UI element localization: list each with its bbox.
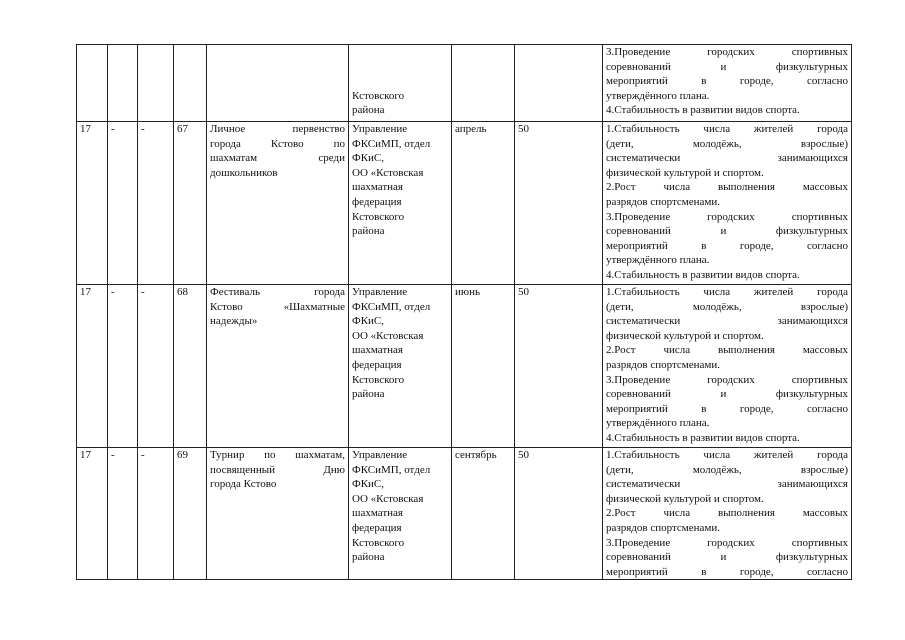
cell-line: ОО «Кстовская: [352, 166, 424, 179]
cell-line: шахматная: [352, 507, 403, 520]
results-cell: [603, 285, 852, 448]
cell-line: Управление: [352, 449, 408, 461]
cell-line: 3.Проведение городских спортивных: [606, 373, 848, 386]
organizer-cell: [349, 285, 452, 448]
table-row: [77, 285, 852, 448]
cell-line: ОО «Кстовская: [352, 492, 424, 505]
cell-line: 3.Проведение городских спортивных: [606, 46, 848, 58]
cell-line: 1.Стабильность числа жителей города: [606, 449, 848, 461]
cell-line: Турнир по шахматам,: [210, 449, 345, 461]
cell-line: 2.Рост числа выполнения массовых: [606, 507, 848, 520]
date-cell: [452, 45, 515, 122]
dash-cell: [138, 45, 174, 122]
cell-line: Кстовского: [352, 210, 405, 223]
cell-line: мероприятий в городе, согласно: [606, 75, 848, 88]
dash-cell: -: [138, 448, 174, 580]
cell-line: мероприятий в городе, согласно: [606, 239, 848, 252]
cell-line: утверждённого плана.: [606, 89, 710, 102]
year-cell: [77, 45, 108, 122]
number-cell: 67: [174, 122, 207, 285]
event-name-cell: [207, 448, 349, 580]
cell-line: 4.Стабильность в развитии видов спорта.: [606, 431, 800, 444]
cell-line: шахматам среди: [210, 152, 345, 165]
participants-cell: [515, 45, 603, 122]
year-cell: 17: [77, 448, 108, 580]
number-cell: 68: [174, 285, 207, 448]
cell-line: соревнований и физкультурных: [606, 388, 848, 401]
cell-line: шахматная: [352, 181, 403, 194]
cell-line: разрядов спортсменами.: [606, 195, 720, 208]
cell-line: района: [352, 104, 385, 117]
cell-line: района: [352, 551, 385, 564]
cell-line: Кстовского: [352, 536, 405, 549]
cell-line: города Кстово: [210, 478, 277, 491]
cell-line: соревнований и физкультурных: [606, 551, 848, 564]
cell-line: Личное первенство: [210, 123, 345, 135]
cell-line: мероприятий в городе, согласно: [606, 402, 848, 415]
cell-line: [352, 60, 448, 75]
dash-cell: [108, 45, 138, 122]
dash-cell: -: [108, 448, 138, 580]
cell-line: Кстовского: [352, 89, 405, 102]
cell-line: соревнований и физкультурных: [606, 60, 848, 73]
cell-line: физической культурой и спортом.: [606, 166, 764, 179]
event-name-cell: [207, 45, 349, 122]
organizer-cell: [349, 45, 452, 122]
cell-line: федерация: [352, 195, 402, 208]
dash-cell: -: [108, 285, 138, 448]
cell-line: района: [352, 225, 385, 238]
cell-line: ФКСиМП, отдел: [352, 137, 431, 150]
cell-line: (дети, молодёжь, взрослые): [606, 463, 848, 476]
cell-line: 1.Стабильность числа жителей города: [606, 123, 848, 135]
dash-cell: -: [138, 285, 174, 448]
cell-line: разрядов спортсменами.: [606, 358, 720, 371]
cell-line: Кстовского: [352, 373, 405, 386]
cell-line: (дети, молодёжь, взрослые): [606, 300, 848, 313]
cell-line: утверждённого плана.: [606, 254, 710, 267]
cell-line: района: [352, 388, 385, 401]
cell-line: ФКиС,: [352, 315, 385, 328]
cell-line: систематически занимающихся: [606, 478, 848, 491]
cell-line: систематически занимающихся: [606, 152, 848, 165]
cell-line: ФКСиМП, отдел: [352, 463, 431, 476]
cell-line: 3.Проведение городских спортивных: [606, 210, 848, 223]
results-cell: [603, 122, 852, 285]
event-name-cell: [207, 122, 349, 285]
dash-cell: -: [138, 122, 174, 285]
organizer-cell: [349, 448, 452, 580]
cell-line: (дети, молодёжь, взрослые): [606, 137, 848, 150]
cell-line: утверждённого плана.: [606, 417, 710, 430]
cell-line: [352, 45, 448, 60]
cell-line: 2.Рост числа выполнения массовых: [606, 181, 848, 194]
table-row: [77, 448, 852, 580]
date-cell: апрель: [452, 122, 515, 285]
cell-line: [352, 74, 448, 89]
organizer-cell: [349, 122, 452, 285]
number-cell: 69: [174, 448, 207, 580]
dash-cell: -: [108, 122, 138, 285]
cell-line: 4.Стабильность в развитии видов спорта.: [606, 268, 800, 281]
cell-line: систематически занимающихся: [606, 315, 848, 328]
table-row: [77, 45, 852, 122]
cell-line: города Кстово по: [210, 137, 345, 150]
cell-line: ФКСиМП, отдел: [352, 300, 431, 313]
cell-line: Управление: [352, 123, 408, 135]
event-name-cell: [207, 285, 349, 448]
cell-line: Кстово «Шахматные: [210, 300, 345, 313]
cell-line: физической культурой и спортом.: [606, 329, 764, 342]
cell-line: мероприятий в городе, согласно: [606, 565, 848, 578]
cell-line: надежды»: [210, 315, 258, 328]
cell-line: федерация: [352, 358, 402, 371]
cell-line: посвященный Дню: [210, 463, 345, 476]
cell-line: 3.Проведение городских спортивных: [606, 536, 848, 549]
date-cell: сентябрь: [452, 448, 515, 580]
cell-line: физической культурой и спортом.: [606, 492, 764, 505]
number-cell: [174, 45, 207, 122]
participants-cell: 50: [515, 285, 603, 448]
results-cell: [603, 448, 852, 580]
results-cell: [603, 45, 852, 122]
date-cell: июнь: [452, 285, 515, 448]
cell-line: соревнований и физкультурных: [606, 225, 848, 238]
cell-line: федерация: [352, 521, 402, 534]
cell-line: разрядов спортсменами.: [606, 521, 720, 534]
cell-line: ФКиС,: [352, 478, 385, 491]
participants-cell: 50: [515, 122, 603, 285]
cell-line: Управление: [352, 286, 408, 298]
cell-line: 2.Рост числа выполнения массовых: [606, 344, 848, 357]
cell-line: 4.Стабильность в развитии видов спорта.: [606, 104, 800, 117]
table-row: [77, 122, 852, 285]
cell-line: ФКиС,: [352, 152, 385, 165]
year-cell: 17: [77, 122, 108, 285]
cell-line: дошкольников: [210, 166, 278, 179]
cell-line: ОО «Кстовская: [352, 329, 424, 342]
cell-line: 1.Стабильность числа жителей города: [606, 286, 848, 298]
cell-line: шахматная: [352, 344, 403, 357]
cell-line: Фестиваль города: [210, 286, 345, 298]
year-cell: 17: [77, 285, 108, 448]
participants-cell: 50: [515, 448, 603, 580]
table-body: [77, 45, 852, 580]
events-table: [76, 44, 852, 580]
